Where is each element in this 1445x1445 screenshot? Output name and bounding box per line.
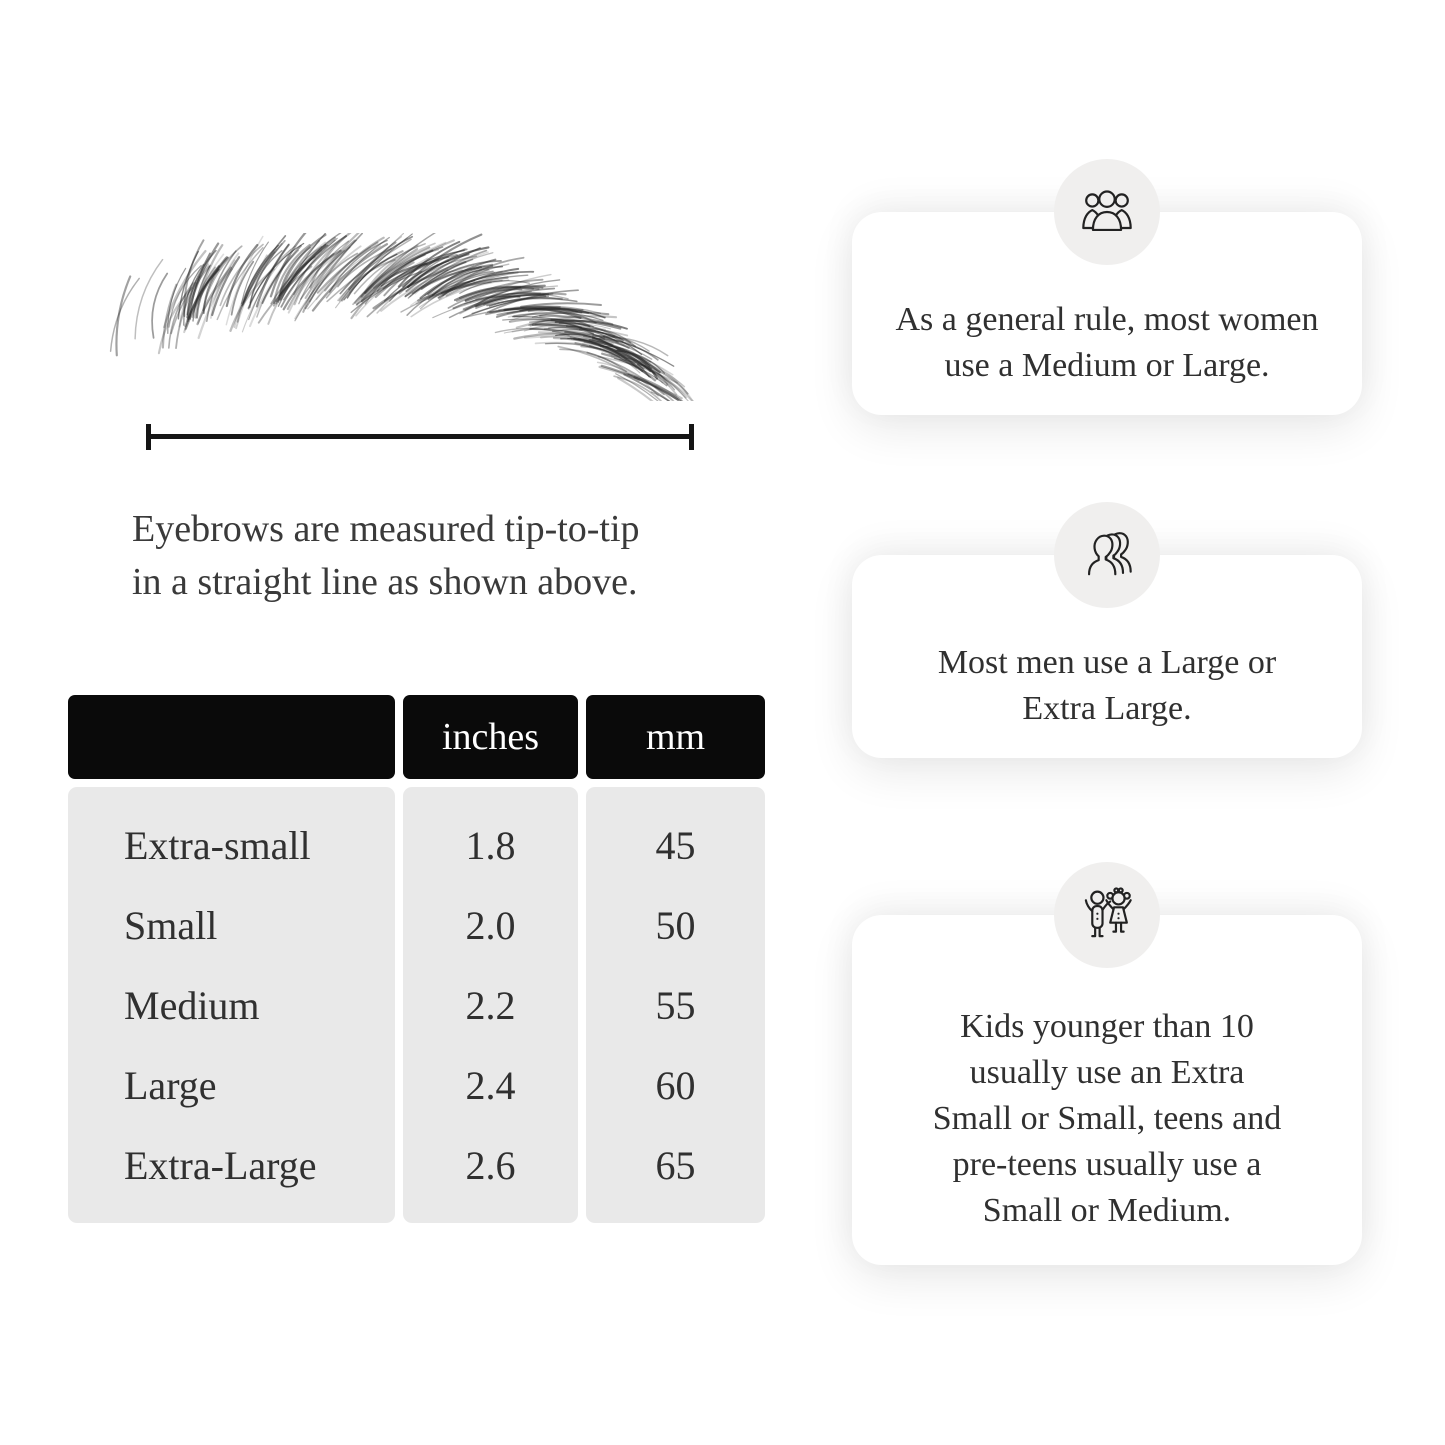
measurement-line <box>146 434 694 439</box>
table-cell-mm: 65 <box>655 1142 696 1188</box>
measurement-caption-line: in a straight line as shown above. <box>132 561 638 603</box>
table-cell-size: Small <box>124 902 218 948</box>
card-text-line: As a general rule, most women <box>895 300 1319 338</box>
table-cell-inches: 2.4 <box>465 1062 516 1108</box>
card-text-line: pre-teens usually use a <box>952 1146 1262 1183</box>
card-text-line: Extra Large. <box>1022 689 1192 727</box>
table-cell-size: Extra-Large <box>124 1142 317 1188</box>
card-text-line: Kids younger than 10 <box>960 1008 1254 1045</box>
table-cell-mm: 60 <box>655 1062 696 1108</box>
icon-circle <box>1054 862 1160 968</box>
icon-circle <box>1054 159 1160 265</box>
table-cell-inches: 1.8 <box>465 822 516 868</box>
table-cell-size: Medium <box>124 982 260 1028</box>
card-text-line: Small or Medium. <box>982 1192 1232 1229</box>
measurement-caption-line: Eyebrows are measured tip-to-tip <box>132 508 640 550</box>
table-header-size <box>68 695 395 779</box>
table-cell-inches: 2.6 <box>465 1142 516 1188</box>
info-card-women <box>852 212 1362 415</box>
card-text-line: Most men use a Large or <box>937 643 1277 681</box>
table-cell-inches: 2.2 <box>465 982 516 1028</box>
info-card-men <box>852 555 1362 758</box>
card-text <box>896 297 1319 389</box>
card-text <box>933 1004 1281 1234</box>
icon-circle <box>1054 502 1160 608</box>
men-group-icon <box>1075 523 1139 587</box>
table-column-size-labels <box>68 787 395 1223</box>
table-cell-size: Large <box>124 1062 217 1108</box>
table-header-inches: inches <box>403 695 578 779</box>
card-text-line: usually use an Extra <box>969 1054 1245 1091</box>
table-cell-mm: 45 <box>655 822 696 868</box>
table-column-inches <box>403 787 578 1223</box>
table-cell-inches: 2.0 <box>465 902 516 948</box>
eyebrow-illustration <box>105 233 705 401</box>
kids-icon <box>1075 883 1139 947</box>
card-text-line: Small or Small, teens and <box>932 1100 1282 1137</box>
table-cell-size: Extra-small <box>124 822 311 868</box>
info-card-kids <box>852 915 1362 1265</box>
table-cell-mm: 50 <box>655 902 696 948</box>
table-column-mm <box>586 787 765 1223</box>
women-group-icon <box>1075 180 1139 244</box>
measurement-caption <box>132 503 752 609</box>
table-header-mm: mm <box>586 695 765 779</box>
card-text-line: use a Medium or Large. <box>944 346 1270 384</box>
table-cell-mm: 55 <box>655 982 696 1028</box>
card-text <box>938 640 1276 732</box>
